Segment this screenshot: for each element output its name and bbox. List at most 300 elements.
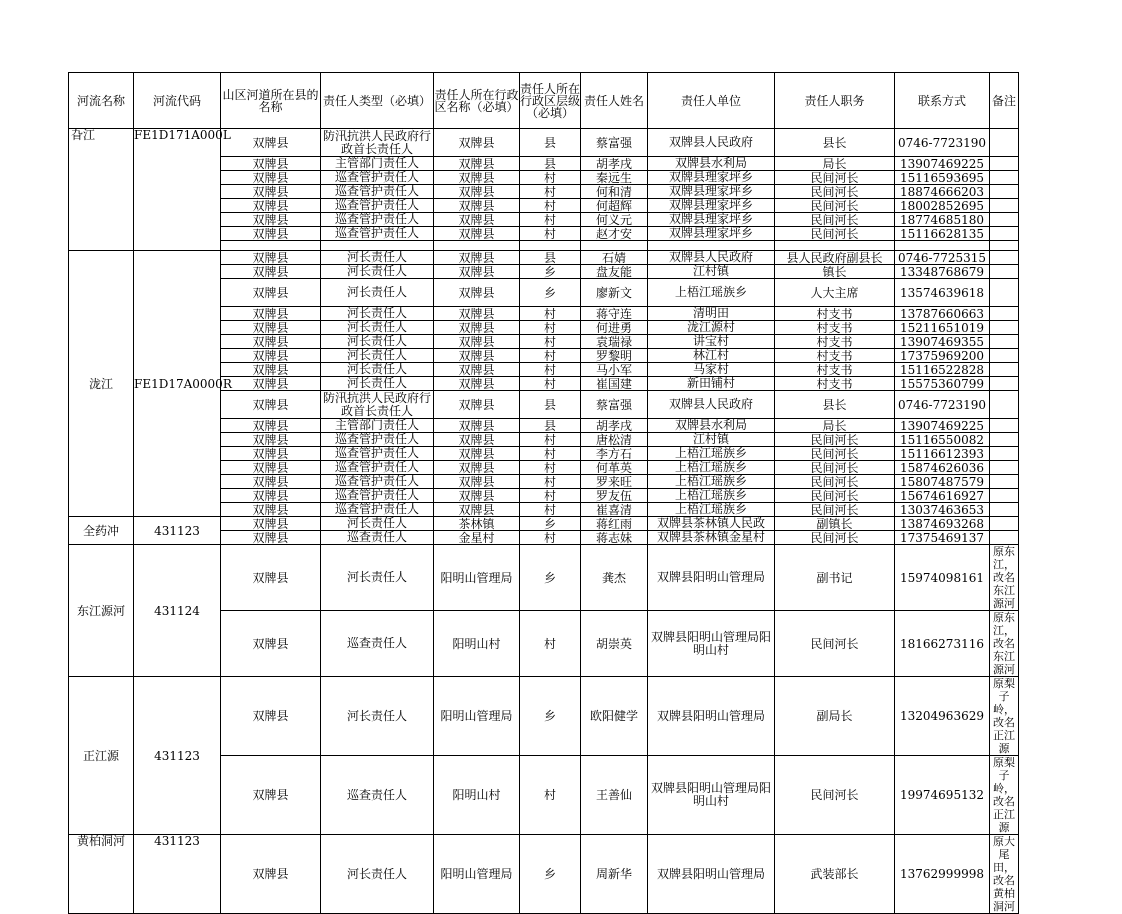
position-cell: 民间河长 (775, 185, 895, 199)
county-cell: 双牌县 (221, 517, 321, 531)
region-name-cell: 双牌县 (434, 199, 520, 213)
person-type-cell: 河长责任人 (321, 307, 434, 321)
col-header-river-code: 河流代码 (134, 73, 221, 129)
col-header-region-name: 责任人所在行政区名称（必填） (434, 73, 520, 129)
county-cell: 双牌县 (221, 279, 321, 307)
region-level-cell: 村 (520, 213, 581, 227)
county-cell: 双牌县 (221, 756, 321, 835)
person-name-cell: 秦远生 (581, 171, 648, 185)
region-level-cell: 村 (520, 349, 581, 363)
county-cell: 双牌县 (221, 157, 321, 171)
contact-cell: 15116522828 (895, 363, 990, 377)
position-cell: 镇长 (775, 265, 895, 279)
contact-cell: 13874693268 (895, 517, 990, 531)
remarks-cell (990, 461, 1019, 475)
unit-cell: 林江村 (648, 349, 775, 363)
person-type-cell: 巡查管护责任人 (321, 171, 434, 185)
contact-cell: 0746-7723190 (895, 129, 990, 157)
person-name-cell: 何进勇 (581, 321, 648, 335)
region-level-cell: 县 (520, 419, 581, 433)
region-name-cell: 双牌县 (434, 321, 520, 335)
remarks-cell (990, 349, 1019, 363)
region-name-cell: 双牌县 (434, 157, 520, 171)
person-name-cell: 龚杰 (581, 545, 648, 611)
person-type-cell: 河长责任人 (321, 279, 434, 307)
remarks-cell (990, 391, 1019, 419)
unit-cell: 双牌县阳明山管理局阳明山村 (648, 611, 775, 677)
remarks-cell (990, 265, 1019, 279)
position-cell: 民间河长 (775, 531, 895, 545)
unit-cell: 双牌县理家坪乡 (648, 171, 775, 185)
position-cell: 民间河长 (775, 475, 895, 489)
position-cell: 民间河长 (775, 227, 895, 241)
person-type-cell: 河长责任人 (321, 545, 434, 611)
person-type-cell: 河长责任人 (321, 321, 434, 335)
region-name-cell: 双牌县 (434, 447, 520, 461)
position-cell: 民间河长 (775, 433, 895, 447)
county-cell: 双牌县 (221, 349, 321, 363)
region-level-cell: 村 (520, 756, 581, 835)
person-name-cell: 崔国建 (581, 377, 648, 391)
contact-cell: 13762999998 (895, 835, 990, 914)
region-name-cell: 双牌县 (434, 377, 520, 391)
table-body (69, 129, 1019, 914)
region-level-cell: 村 (520, 321, 581, 335)
remarks-cell (990, 517, 1019, 531)
remarks-cell (990, 363, 1019, 377)
river-name-cell: 黄柏洞河 (69, 835, 134, 914)
col-header-county: 山区河道所在县的名称 (221, 73, 321, 129)
col-header-person-name: 责任人姓名 (581, 73, 648, 129)
empty-cell (648, 241, 775, 251)
position-cell: 民间河长 (775, 611, 895, 677)
county-cell: 双牌县 (221, 227, 321, 241)
remarks-cell: 原大尾田，改名黄柏洞河 (990, 835, 1019, 914)
remarks-cell (990, 213, 1019, 227)
remarks-cell (990, 199, 1019, 213)
person-name-cell: 马小军 (581, 363, 648, 377)
person-name-cell: 周新华 (581, 835, 648, 914)
remarks-cell (990, 503, 1019, 517)
contact-cell: 15116593695 (895, 171, 990, 185)
position-cell: 人大主席 (775, 279, 895, 307)
person-type-cell: 巡查管护责任人 (321, 447, 434, 461)
region-name-cell: 双牌县 (434, 363, 520, 377)
header-row (69, 73, 1019, 129)
person-name-cell: 赵才安 (581, 227, 648, 241)
person-name-cell: 罗来旺 (581, 475, 648, 489)
position-cell: 民间河长 (775, 213, 895, 227)
contact-cell: 15807487579 (895, 475, 990, 489)
position-cell: 副书记 (775, 545, 895, 611)
unit-cell: 双牌县人民政府 (648, 129, 775, 157)
person-name-cell: 何和清 (581, 185, 648, 199)
person-type-cell: 巡查管护责任人 (321, 199, 434, 213)
table-row (69, 545, 1019, 611)
remarks-cell (990, 335, 1019, 349)
region-level-cell: 村 (520, 611, 581, 677)
unit-cell: 讲宝村 (648, 335, 775, 349)
unit-cell: 双牌县理家坪乡 (648, 185, 775, 199)
table-row (69, 835, 1019, 914)
county-cell: 双牌县 (221, 321, 321, 335)
position-cell: 村支书 (775, 307, 895, 321)
contact-cell: 13907469225 (895, 419, 990, 433)
contact-cell: 13907469225 (895, 157, 990, 171)
person-type-cell: 主管部门责任人 (321, 157, 434, 171)
region-name-cell: 双牌县 (434, 129, 520, 157)
region-name-cell: 阳明山管理局 (434, 835, 520, 914)
county-cell: 双牌县 (221, 611, 321, 677)
empty-cell (321, 241, 434, 251)
unit-cell: 双牌县理家坪乡 (648, 227, 775, 241)
region-level-cell: 村 (520, 363, 581, 377)
unit-cell: 双牌县阳明山管理局阳明山村 (648, 756, 775, 835)
river-name-cell: 正江源 (69, 677, 134, 835)
region-name-cell: 双牌县 (434, 391, 520, 419)
county-cell: 双牌县 (221, 199, 321, 213)
region-name-cell: 双牌县 (434, 213, 520, 227)
person-type-cell: 河长责任人 (321, 677, 434, 756)
person-name-cell: 袁瑞禄 (581, 335, 648, 349)
contact-cell: 0746-7725315 (895, 251, 990, 265)
county-cell: 双牌县 (221, 677, 321, 756)
county-cell: 双牌县 (221, 461, 321, 475)
county-cell: 双牌县 (221, 475, 321, 489)
region-level-cell: 村 (520, 377, 581, 391)
unit-cell: 江村镇 (648, 433, 775, 447)
position-cell: 民间河长 (775, 199, 895, 213)
region-level-cell: 村 (520, 447, 581, 461)
empty-cell (221, 241, 321, 251)
region-level-cell: 乡 (520, 545, 581, 611)
river-chief-table (68, 72, 1019, 914)
unit-cell: 上梧江瑶族乡 (648, 475, 775, 489)
contact-cell: 15211651019 (895, 321, 990, 335)
remarks-cell (990, 227, 1019, 241)
table-row (69, 677, 1019, 756)
unit-cell: 双牌县阳明山管理局 (648, 835, 775, 914)
region-name-cell: 双牌县 (434, 171, 520, 185)
region-level-cell: 村 (520, 307, 581, 321)
remarks-cell (990, 475, 1019, 489)
person-type-cell: 河长责任人 (321, 363, 434, 377)
region-name-cell: 双牌县 (434, 419, 520, 433)
col-header-region-level: 责任人所在行政区层级（必填） (520, 73, 581, 129)
person-type-cell: 巡查责任人 (321, 531, 434, 545)
person-name-cell: 欧阳健学 (581, 677, 648, 756)
contact-cell: 15116612393 (895, 447, 990, 461)
region-level-cell: 乡 (520, 265, 581, 279)
person-name-cell: 何超辉 (581, 199, 648, 213)
remarks-cell (990, 279, 1019, 307)
region-level-cell: 县 (520, 157, 581, 171)
person-type-cell: 巡查责任人 (321, 611, 434, 677)
region-level-cell: 县 (520, 391, 581, 419)
unit-cell: 双牌县理家坪乡 (648, 213, 775, 227)
unit-cell: 泷江源村 (648, 321, 775, 335)
region-level-cell: 村 (520, 503, 581, 517)
contact-cell: 15116550082 (895, 433, 990, 447)
river-chief-table-sheet (68, 72, 1018, 913)
unit-cell: 上梧江瑶族乡 (648, 447, 775, 461)
position-cell: 武装部长 (775, 835, 895, 914)
county-cell: 双牌县 (221, 433, 321, 447)
person-type-cell: 主管部门责任人 (321, 419, 434, 433)
region-level-cell: 乡 (520, 279, 581, 307)
person-name-cell: 蒋红雨 (581, 517, 648, 531)
region-level-cell: 乡 (520, 677, 581, 756)
position-cell: 民间河长 (775, 447, 895, 461)
position-cell: 民间河长 (775, 461, 895, 475)
region-level-cell: 村 (520, 531, 581, 545)
unit-cell: 新田铺村 (648, 377, 775, 391)
region-level-cell: 村 (520, 335, 581, 349)
contact-cell: 13574639618 (895, 279, 990, 307)
person-type-cell: 巡查管护责任人 (321, 489, 434, 503)
empty-cell (520, 241, 581, 251)
person-type-cell: 河长责任人 (321, 835, 434, 914)
region-name-cell: 双牌县 (434, 335, 520, 349)
person-name-cell: 蒋志妹 (581, 531, 648, 545)
unit-cell: 上梧江瑶族乡 (648, 503, 775, 517)
remarks-cell (990, 531, 1019, 545)
col-header-position: 责任人职务 (775, 73, 895, 129)
unit-cell: 双牌县茶林镇人民政 (648, 517, 775, 531)
person-name-cell: 蔡富强 (581, 129, 648, 157)
unit-cell: 双牌县阳明山管理局 (648, 545, 775, 611)
region-name-cell: 双牌县 (434, 503, 520, 517)
person-name-cell: 胡崇英 (581, 611, 648, 677)
position-cell: 民间河长 (775, 503, 895, 517)
remarks-cell (990, 185, 1019, 199)
region-level-cell: 乡 (520, 517, 581, 531)
remarks-cell (990, 307, 1019, 321)
contact-cell: 13348768679 (895, 265, 990, 279)
person-type-cell: 防汛抗洪人民政府行政首长责任人 (321, 391, 434, 419)
region-name-cell: 阳明山管理局 (434, 677, 520, 756)
unit-cell: 清明田 (648, 307, 775, 321)
contact-cell: 13204963629 (895, 677, 990, 756)
empty-cell (775, 241, 895, 251)
person-name-cell: 王善仙 (581, 756, 648, 835)
person-type-cell: 巡查责任人 (321, 756, 434, 835)
position-cell: 局长 (775, 157, 895, 171)
person-name-cell: 蒋守连 (581, 307, 648, 321)
contact-cell: 0746-7723190 (895, 391, 990, 419)
remarks-cell (990, 171, 1019, 185)
region-name-cell: 金星村 (434, 531, 520, 545)
person-type-cell: 河长责任人 (321, 265, 434, 279)
river-code-cell: 431123 (134, 835, 221, 914)
region-name-cell: 双牌县 (434, 433, 520, 447)
table-row (69, 517, 1019, 531)
county-cell: 双牌县 (221, 489, 321, 503)
empty-cell (581, 241, 648, 251)
col-header-unit: 责任人单位 (648, 73, 775, 129)
position-cell: 县人民政府副县长 (775, 251, 895, 265)
region-level-cell: 乡 (520, 835, 581, 914)
contact-cell: 13907469355 (895, 335, 990, 349)
person-type-cell: 巡查管护责任人 (321, 227, 434, 241)
person-name-cell: 蔡富强 (581, 391, 648, 419)
person-type-cell: 巡查管护责任人 (321, 433, 434, 447)
river-name-cell: 泷江 (69, 251, 134, 517)
river-name-cell: 东江源河 (69, 545, 134, 677)
person-type-cell: 河长责任人 (321, 349, 434, 363)
person-type-cell: 巡查管护责任人 (321, 461, 434, 475)
person-name-cell: 罗黎明 (581, 349, 648, 363)
person-type-cell: 巡查管护责任人 (321, 475, 434, 489)
position-cell: 县长 (775, 391, 895, 419)
county-cell: 双牌县 (221, 545, 321, 611)
remarks-cell (990, 129, 1019, 157)
county-cell: 双牌县 (221, 335, 321, 349)
river-name-cell: 旮江 (69, 129, 134, 251)
river-code-cell: 431124 (134, 545, 221, 677)
contact-cell: 15874626036 (895, 461, 990, 475)
unit-cell: 双牌县人民政府 (648, 391, 775, 419)
unit-cell: 上梧江瑶族乡 (648, 489, 775, 503)
remarks-cell: 原梨子岭，改名正江源 (990, 756, 1019, 835)
region-level-cell: 村 (520, 171, 581, 185)
remarks-cell (990, 321, 1019, 335)
position-cell: 县长 (775, 129, 895, 157)
person-name-cell: 盘友能 (581, 265, 648, 279)
contact-cell: 17375969200 (895, 349, 990, 363)
region-level-cell: 村 (520, 489, 581, 503)
region-level-cell: 村 (520, 227, 581, 241)
unit-cell: 双牌县水利局 (648, 157, 775, 171)
remarks-cell (990, 419, 1019, 433)
remarks-cell: 原东江，改名东江源河 (990, 611, 1019, 677)
region-level-cell: 县 (520, 129, 581, 157)
position-cell: 村支书 (775, 363, 895, 377)
river-code-cell: FE1D17A0000R (134, 251, 221, 517)
position-cell: 民间河长 (775, 171, 895, 185)
contact-cell: 15674616927 (895, 489, 990, 503)
person-type-cell: 河长责任人 (321, 335, 434, 349)
region-level-cell: 村 (520, 461, 581, 475)
position-cell: 副局长 (775, 677, 895, 756)
unit-cell: 上梧江瑶族乡 (648, 279, 775, 307)
col-header-remarks: 备注 (990, 73, 1019, 129)
county-cell: 双牌县 (221, 265, 321, 279)
region-name-cell: 双牌县 (434, 475, 520, 489)
region-level-cell: 村 (520, 475, 581, 489)
county-cell: 双牌县 (221, 363, 321, 377)
person-type-cell: 河长责任人 (321, 377, 434, 391)
remarks-cell: 原梨子岭，改名正江源 (990, 677, 1019, 756)
unit-cell: 上梧江瑶族乡 (648, 461, 775, 475)
region-name-cell: 双牌县 (434, 251, 520, 265)
person-name-cell: 胡孝戌 (581, 419, 648, 433)
table-row (69, 251, 1019, 265)
col-header-river-name: 河流名称 (69, 73, 134, 129)
contact-cell: 18166273116 (895, 611, 990, 677)
remarks-cell (990, 157, 1019, 171)
county-cell: 双牌县 (221, 213, 321, 227)
position-cell: 局长 (775, 419, 895, 433)
river-code-cell: 431123 (134, 517, 221, 545)
county-cell: 双牌县 (221, 129, 321, 157)
person-type-cell: 巡查管护责任人 (321, 213, 434, 227)
remarks-cell (990, 433, 1019, 447)
river-code-cell: FE1D171A000L (134, 129, 221, 251)
unit-cell: 双牌县理家坪乡 (648, 199, 775, 213)
position-cell: 民间河长 (775, 756, 895, 835)
county-cell: 双牌县 (221, 391, 321, 419)
contact-cell: 17375469137 (895, 531, 990, 545)
contact-cell: 13037463653 (895, 503, 990, 517)
col-header-contact: 联系方式 (895, 73, 990, 129)
county-cell: 双牌县 (221, 419, 321, 433)
region-name-cell: 双牌县 (434, 185, 520, 199)
region-name-cell: 双牌县 (434, 489, 520, 503)
position-cell: 村支书 (775, 349, 895, 363)
remarks-cell (990, 251, 1019, 265)
county-cell: 双牌县 (221, 307, 321, 321)
region-name-cell: 双牌县 (434, 461, 520, 475)
region-level-cell: 村 (520, 185, 581, 199)
person-name-cell: 胡孝戌 (581, 157, 648, 171)
county-cell: 双牌县 (221, 503, 321, 517)
county-cell: 双牌县 (221, 251, 321, 265)
county-cell: 双牌县 (221, 531, 321, 545)
region-name-cell: 阳明山村 (434, 611, 520, 677)
region-name-cell: 茶林镇 (434, 517, 520, 531)
region-name-cell: 双牌县 (434, 279, 520, 307)
unit-cell: 双牌县阳明山管理局 (648, 677, 775, 756)
contact-cell: 19974695132 (895, 756, 990, 835)
county-cell: 双牌县 (221, 835, 321, 914)
region-name-cell: 阳明山管理局 (434, 545, 520, 611)
person-type-cell: 河长责任人 (321, 517, 434, 531)
empty-cell (895, 241, 990, 251)
person-type-cell: 防汛抗洪人民政府行政首长责任人 (321, 129, 434, 157)
person-type-cell: 巡查管护责任人 (321, 503, 434, 517)
contact-cell: 18774685180 (895, 213, 990, 227)
unit-cell: 双牌县茶林镇金星村 (648, 531, 775, 545)
region-name-cell: 阳明山村 (434, 756, 520, 835)
person-type-cell: 河长责任人 (321, 251, 434, 265)
position-cell: 村支书 (775, 321, 895, 335)
region-level-cell: 村 (520, 433, 581, 447)
person-name-cell: 何革英 (581, 461, 648, 475)
county-cell: 双牌县 (221, 171, 321, 185)
person-name-cell: 廖新文 (581, 279, 648, 307)
unit-cell: 江村镇 (648, 265, 775, 279)
region-name-cell: 双牌县 (434, 227, 520, 241)
county-cell: 双牌县 (221, 447, 321, 461)
remarks-cell (990, 377, 1019, 391)
person-name-cell: 唐松清 (581, 433, 648, 447)
position-cell: 村支书 (775, 377, 895, 391)
contact-cell: 15116628135 (895, 227, 990, 241)
contact-cell: 15974098161 (895, 545, 990, 611)
person-name-cell: 何义元 (581, 213, 648, 227)
person-name-cell: 罗友伍 (581, 489, 648, 503)
unit-cell: 马家村 (648, 363, 775, 377)
river-name-cell: 全药冲 (69, 517, 134, 545)
region-name-cell: 双牌县 (434, 307, 520, 321)
col-header-person-type: 责任人类型（必填） (321, 73, 434, 129)
contact-cell: 18874666203 (895, 185, 990, 199)
remarks-cell (990, 489, 1019, 503)
contact-cell: 13787660663 (895, 307, 990, 321)
county-cell: 双牌县 (221, 377, 321, 391)
table-row (69, 129, 1019, 157)
